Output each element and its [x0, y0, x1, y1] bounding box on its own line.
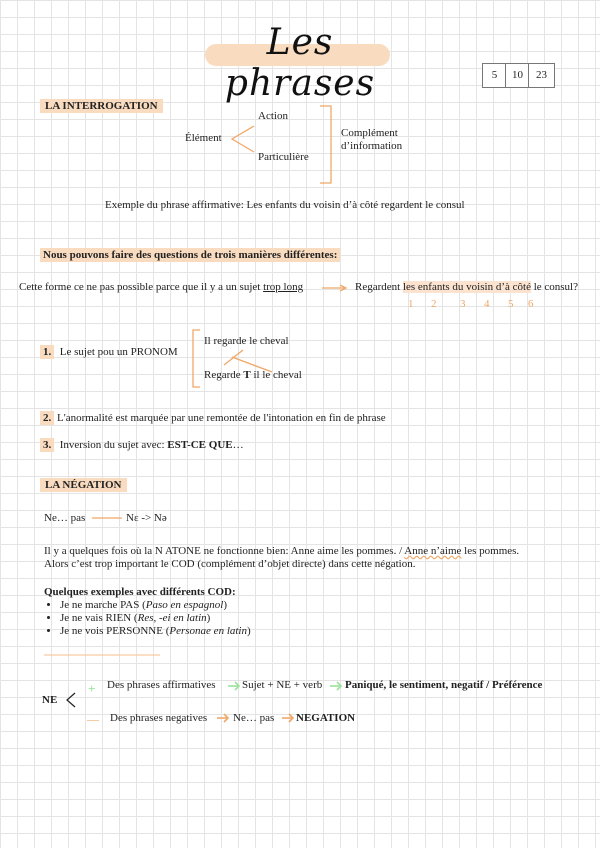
- method-3: 3. Inversion du sujet avec: EST-CE QUE…: [40, 439, 244, 451]
- negative-label: Des phrases negatives: [110, 712, 208, 724]
- pronoun-example-2: Regarde T il le cheval: [204, 369, 302, 381]
- negative-meaning: NEGATION: [296, 712, 356, 724]
- plus-sign: +: [88, 681, 96, 696]
- word-number-1: 1: [408, 298, 414, 310]
- negation-para-2: Alors c’est trop important le COD (complément d’objet directe) dans cette négation.: [44, 558, 416, 570]
- affirmative-rule: Sujet + NE + verb: [242, 679, 323, 691]
- word-number-5: 5: [508, 298, 514, 310]
- ne-label: NE: [42, 694, 58, 706]
- affirmative-label: Des phrases affirmatives: [107, 679, 216, 691]
- method-2: 2. L'anormalité est marquée par une remontée de l'intonation en fin de phrase: [40, 412, 386, 424]
- negation-heading: LA NÉGATION: [40, 479, 127, 491]
- word-number-4: 4: [484, 298, 490, 310]
- list-item: • Je ne marche PAS (Paso en espagnol): [60, 599, 251, 612]
- date-year: 23: [528, 63, 555, 88]
- questions-heading: Nous pouvons faire des questions de trois manières différentes:: [40, 249, 340, 261]
- word-number-3: 3: [460, 298, 466, 310]
- method-1: 1. Le sujet pou un PRONOM: [40, 346, 178, 358]
- word-number-2: 2: [431, 298, 437, 310]
- question-sentence: Regardent les enfants du voisin d’à côté le consul?: [355, 281, 578, 293]
- element-label: Élément: [185, 132, 222, 144]
- affirmative-example: Exemple du phrase affirmative: Les enfants du voisin d’à côté regardent le consul: [105, 199, 465, 211]
- cod-examples-heading: Quelques exemples avec différents COD:: [44, 586, 236, 598]
- negation-para-1: Il y a quelques fois où la N ATONE ne fonctionne bien: Anne aime les pommes. / Anne n’aime les pommes.: [44, 545, 520, 557]
- affirmative-meaning: Paniqué, le sentiment, negatif / Préférence: [345, 679, 543, 691]
- phonetic: Nɛ -> Nə: [126, 512, 167, 524]
- interrogation-heading: LA INTERROGATION: [40, 100, 163, 112]
- date-day: 5: [482, 63, 507, 88]
- cod-examples-list: [44, 599, 251, 638]
- word-number-6: 6: [528, 298, 534, 310]
- pronoun-example-1: Il regarde le cheval: [204, 335, 289, 347]
- minus-sign: —: [87, 712, 99, 726]
- complement-line2: d’information: [341, 140, 403, 152]
- long-subject-note: Cette forme ce ne pas possible parce que il y a un sujet trop long: [19, 281, 304, 293]
- ne-pas: Ne… pas: [44, 512, 86, 524]
- date-month: 10: [505, 63, 530, 88]
- list-item: • Je ne vais RIEN (Res, -ei en latin): [60, 612, 251, 625]
- page-title: Les phrases: [224, 22, 376, 104]
- list-item: • Je ne vois PERSONNE (Personae en latin): [60, 625, 251, 638]
- complement-line1: Complément: [341, 127, 398, 139]
- action-label: Action: [258, 110, 288, 122]
- particuliere-label: Particulière: [258, 151, 309, 163]
- negative-rule: Ne… pas: [233, 712, 275, 724]
